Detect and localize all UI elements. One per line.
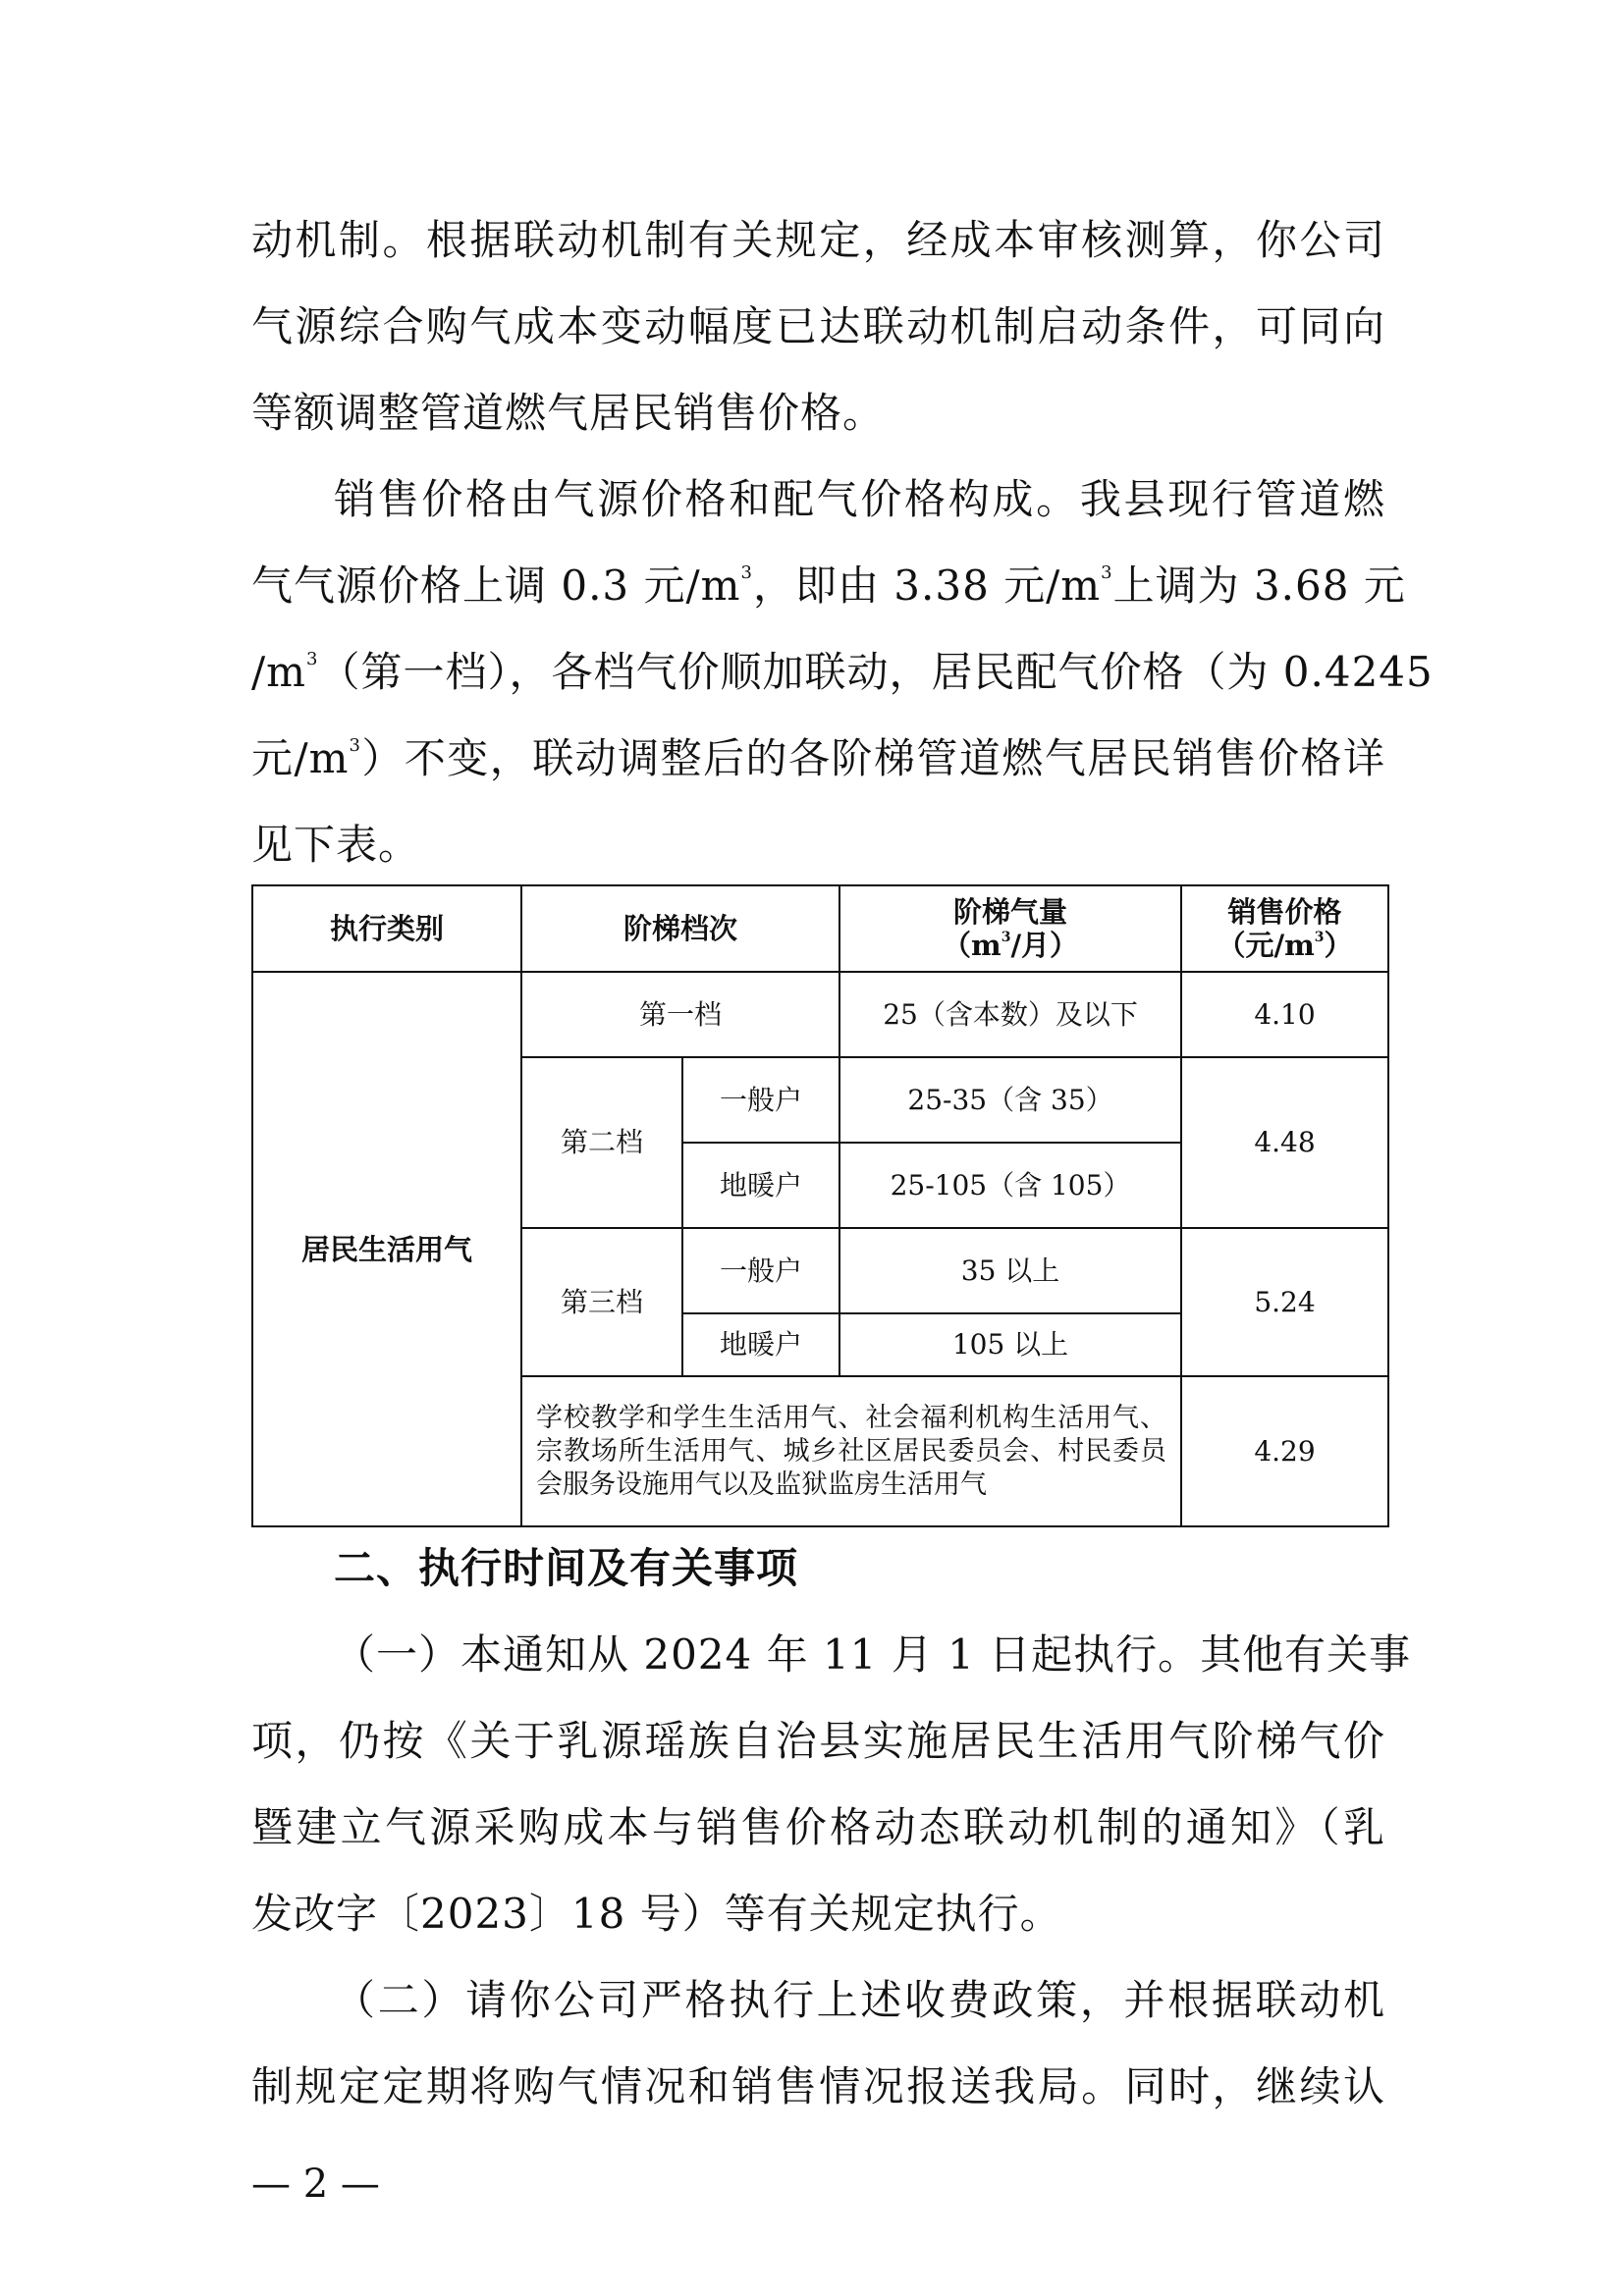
paragraph-line: 销售价格由气源价格和配气价格构成。我县现行管道燃 bbox=[334, 475, 1385, 523]
tier1-label: 第一档 bbox=[521, 972, 839, 1057]
paragraph-line: 气源综合购气成本变动幅度已达联动机制启动条件，可同向 bbox=[251, 302, 1385, 350]
tier2-label: 第二档 bbox=[521, 1057, 682, 1228]
paragraph-line: 发改字〔2023〕18 号）等有关规定执行。 bbox=[251, 1890, 1062, 1938]
header-tier: 阶梯档次 bbox=[521, 885, 839, 972]
paragraph-line: 项，仍按《关于乳源瑶族自治县实施居民生活用气阶梯气价 bbox=[251, 1717, 1385, 1765]
superscript: 3 bbox=[349, 735, 361, 756]
tier1-volume: 25（含本数）及以下 bbox=[839, 972, 1181, 1057]
paragraph-line: 见下表。 bbox=[251, 821, 421, 869]
paragraph-line: 制规定定期将购气情况和销售情况报送我局。同时，继续认 bbox=[251, 2062, 1385, 2110]
unit-text: /月） bbox=[1010, 929, 1079, 962]
unit-text: ） bbox=[1324, 929, 1353, 962]
header-volume-unit bbox=[840, 929, 1180, 962]
text-run: ，即由 3.38 元/m bbox=[752, 561, 1102, 610]
paragraph-line bbox=[251, 557, 1406, 615]
superscript: 3 bbox=[1101, 562, 1113, 583]
superscript: 3 bbox=[1001, 930, 1011, 945]
tier2-floor-label: 地暖户 bbox=[682, 1143, 839, 1228]
paragraph-line bbox=[251, 729, 1385, 788]
superscript: 3 bbox=[1314, 930, 1325, 945]
tier2-price: 4.48 bbox=[1181, 1057, 1388, 1228]
table-header-row bbox=[252, 885, 1388, 972]
tier3-label: 第三档 bbox=[521, 1228, 682, 1376]
tier3-floor-volume: 105 以上 bbox=[839, 1313, 1181, 1376]
unit-text: （元/m bbox=[1217, 929, 1315, 962]
header-price-unit bbox=[1182, 929, 1387, 962]
header-volume-label: 阶梯气量 bbox=[953, 895, 1068, 929]
superscript: 3 bbox=[305, 649, 319, 669]
superscript: 3 bbox=[740, 562, 753, 583]
tier2-general-label: 一般户 bbox=[682, 1057, 839, 1143]
text-run: 气气源价格上调 0.3 元/m bbox=[251, 561, 741, 610]
header-category: 执行类别 bbox=[252, 885, 521, 972]
text-run: ）不变，联动调整后的各阶梯管道燃气居民销售价格详 bbox=[360, 734, 1385, 782]
tier3-general-volume: 35 以上 bbox=[839, 1228, 1181, 1313]
paragraph-line: 动机制。根据联动机制有关规定，经成本审核测算，你公司 bbox=[251, 216, 1385, 264]
unit-text: （m bbox=[943, 929, 1001, 962]
text-run: /m bbox=[251, 648, 306, 696]
page-number: — 2 — bbox=[251, 2162, 380, 2207]
other-usage-description: 学校教学和学生生活用气、社会福利机构生活用气、宗教场所生活用气、城乡社区居民委员会、村民委员会服务设施用气以及监狱监房生活用气 bbox=[521, 1376, 1181, 1526]
category-cell: 居民生活用气 bbox=[252, 972, 521, 1526]
tier3-floor-label: 地暖户 bbox=[682, 1313, 839, 1376]
paragraph-line: （一）本通知从 2024 年 11 月 1 日起执行。其他有关事 bbox=[334, 1630, 1412, 1679]
paragraph-line: （二）请你公司严格执行上述收费政策，并根据联动机 bbox=[334, 1976, 1385, 2024]
text-run: 上调为 3.68 元 bbox=[1112, 561, 1406, 610]
paragraph-line: 暨建立气源采购成本与销售价格动态联动机制的通知》（乳 bbox=[251, 1803, 1385, 1851]
tier2-general-volume: 25-35（含 35） bbox=[839, 1057, 1181, 1143]
paragraph-line: 等额调整管道燃气居民销售价格。 bbox=[251, 389, 886, 437]
header-price-label: 销售价格 bbox=[1227, 895, 1342, 929]
other-usage-price: 4.29 bbox=[1181, 1376, 1388, 1526]
text-run: 元/m bbox=[251, 734, 350, 782]
price-table bbox=[251, 884, 1389, 1527]
tier2-floor-volume: 25-105（含 105） bbox=[839, 1143, 1181, 1228]
tier3-general-label: 一般户 bbox=[682, 1228, 839, 1313]
section-heading: 二、执行时间及有关事项 bbox=[334, 1544, 799, 1592]
header-volume bbox=[839, 885, 1181, 972]
table-row bbox=[252, 972, 1388, 1057]
paragraph-line bbox=[251, 643, 1434, 702]
header-price bbox=[1181, 885, 1388, 972]
tier3-price: 5.24 bbox=[1181, 1228, 1388, 1376]
text-run: （第一档），各档气价顺加联动，居民配气价格（为 0.4245 bbox=[318, 648, 1434, 696]
tier1-price: 4.10 bbox=[1181, 972, 1388, 1057]
